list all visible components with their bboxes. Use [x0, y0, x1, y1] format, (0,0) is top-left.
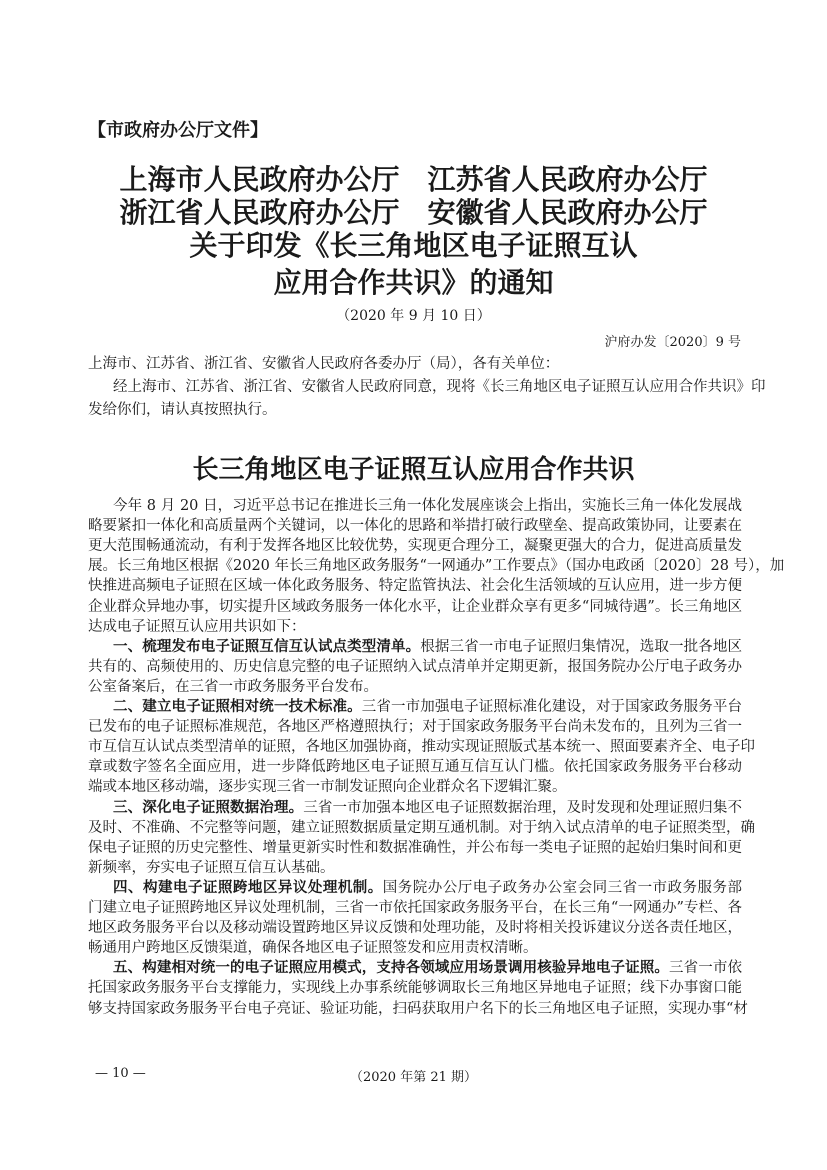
paragraph-line: 已发布的电子证照标准规范，各地区严格遵照执行；对于国家政务服务平台尚未发布的，且列为三省一: [88, 719, 742, 736]
section-heading: 三、深化电子证照数据治理。: [113, 799, 304, 816]
paragraph-line: 今年 8 月 20 日，习近平总书记在推进长三角一体化发展座谈会上指出，实施长三角一体化发展战: [113, 498, 742, 514]
addressee: 上海市、江苏省、浙江省、安徽省人民政府各委办厅（局），各有关单位：: [88, 356, 560, 372]
paragraph-line: 及时、不准确、不完整等问题，建立证照数据质量定期互通机制。对于纳入试点清单的电子证照类型，确: [88, 819, 755, 836]
paragraph-line: 达成电子证照互认应用共识如下：: [88, 618, 306, 635]
paragraph-line: [113, 958, 742, 978]
page-number: — 10 —: [95, 1066, 146, 1081]
paragraph-line: 地区政务服务平台以及移动端设置跨地区异议反馈和处理功能，及时将相关投诉建议分送各责任地区，: [88, 920, 742, 937]
notice-line: 发给你们，请认真按照执行。: [88, 402, 277, 418]
title-line: 应用合作共识》的通知: [273, 266, 554, 299]
paragraph-line: 市互信互认试点类型清单的证照，各地区加强协商，推动实现证照版式基本统一、照面要素齐全、电子印: [88, 739, 755, 756]
paragraph-text: 国务院办公厅电子政务办公室会同三省一市政务服务部: [382, 879, 742, 896]
paragraph-line: 企业群众异地办事，切实提升区域政务服务一体化水平，让企业群众享有更多“同城待遇”。长三角地区: [88, 598, 742, 615]
paragraph-line: 展。长三角地区根据《2020 年长三角地区政务服务“一网通办”工作要点》（国办电政函〔2020〕28 号），加: [88, 558, 785, 575]
section-heading: 四、构建电子证照跨地区异议处理机制。: [113, 879, 383, 896]
paragraph-line: 端或本地区移动端，逐步实现三省一市制发证照向企业群众名下逻辑汇聚。: [88, 779, 567, 796]
paragraph-line: 够支持国家政务服务平台电子亮证、验证功能，扫码获取用户名下的长三角地区电子证照，实现办事“材: [88, 1000, 748, 1017]
section-heading: 二、建立电子证照相对统一技术标准。: [113, 699, 362, 715]
paragraph-text: 根据三省一市电子证照归集情况，选取一批各地区: [420, 638, 742, 655]
issue-number: （2020 年第 21 期）: [349, 1070, 478, 1085]
title-line: 浙江省人民政府办公厅 安徽省人民政府办公厅: [119, 196, 708, 229]
paragraph-line: [113, 637, 742, 657]
notice-line: 经上海市、江苏省、浙江省、安徽省人民政府同意，现将《长三角地区电子证照互认应用合作共识》印: [113, 379, 766, 395]
document-category-tag: 【市政府办公厅文件】: [88, 120, 268, 141]
paragraph-line: [113, 878, 742, 898]
title-line: 上海市人民政府办公厅 江苏省人民政府办公厅: [119, 163, 708, 196]
paragraph-line: 略要紧扣一体化和高质量两个关键词，以一体化的思路和举措打破行政壁垒、提高政策协同，让要素在: [88, 518, 742, 535]
section-title: 长三角地区电子证照互认应用合作共识: [192, 455, 635, 485]
document-number: 沪府办发〔2020〕9 号: [604, 335, 741, 350]
paragraph-line: 畅通用户跨地区反馈渠道，确保各地区电子证照签发和应用责权清晰。: [88, 940, 538, 957]
paragraph-line: [113, 697, 742, 717]
paragraph-line: [113, 798, 742, 818]
paragraph-text: 三省一市加强电子证照标准化建设，对于国家政务服务平台: [361, 699, 743, 715]
paragraph-text: 三省一市加强本地区电子证照数据治理，及时发现和处理证照归集不: [303, 799, 742, 816]
title-line: 关于印发《长三角地区电子证照互认: [189, 229, 638, 262]
paragraph-line: 保电子证照的历史完整性、增量更新实时性和数据准确性，并公布每一类电子证照的起始归集时间和更: [88, 839, 742, 856]
paragraph-line: 章或数字签名全面应用，进一步降低跨地区电子证照互通互信互认门槛。依托国家政务服务平台移动: [88, 759, 742, 776]
paragraph-line: 快推进高频电子证照在区域一体化政务服务、特定监管执法、社会化生活领域的互认应用，进一步方便: [88, 578, 742, 595]
section-heading: 一、梳理发布电子证照互信互认试点类型清单。: [113, 638, 421, 655]
paragraph-text: 三省一市依: [668, 960, 743, 977]
section-heading: 五、构建相对统一的电子证照应用模式，支持各领域应用场景调用核验异地电子证照。: [113, 960, 669, 977]
issue-date: （2020 年 9 月 10 日）: [336, 308, 491, 324]
paragraph-line: 新频率，夯实电子证照互信互认基础。: [88, 859, 335, 876]
paragraph-line: 更大范围畅通流动，有利于发挥各地区比较优势，实现更合理分工，凝聚更强大的合力，促进高质量发: [88, 538, 742, 555]
paragraph-line: 共有的、高频使用的、历史信息完整的电子证照纳入试点清单并定期更新，报国务院办公厅电子政务办: [88, 658, 742, 675]
paragraph-line: 托国家政务服务平台支撑能力，实现线上办事系统能够调取长三角地区异地电子证照；线下办事窗口能: [88, 980, 742, 997]
paragraph-line: 门建立电子证照跨地区异议处理机制，三省一市依托国家政务服务平台，在长三角“一网通办”专栏、各: [88, 900, 742, 916]
paragraph-line: 公室备案后，在三省一市政务服务平台发布。: [88, 678, 378, 695]
